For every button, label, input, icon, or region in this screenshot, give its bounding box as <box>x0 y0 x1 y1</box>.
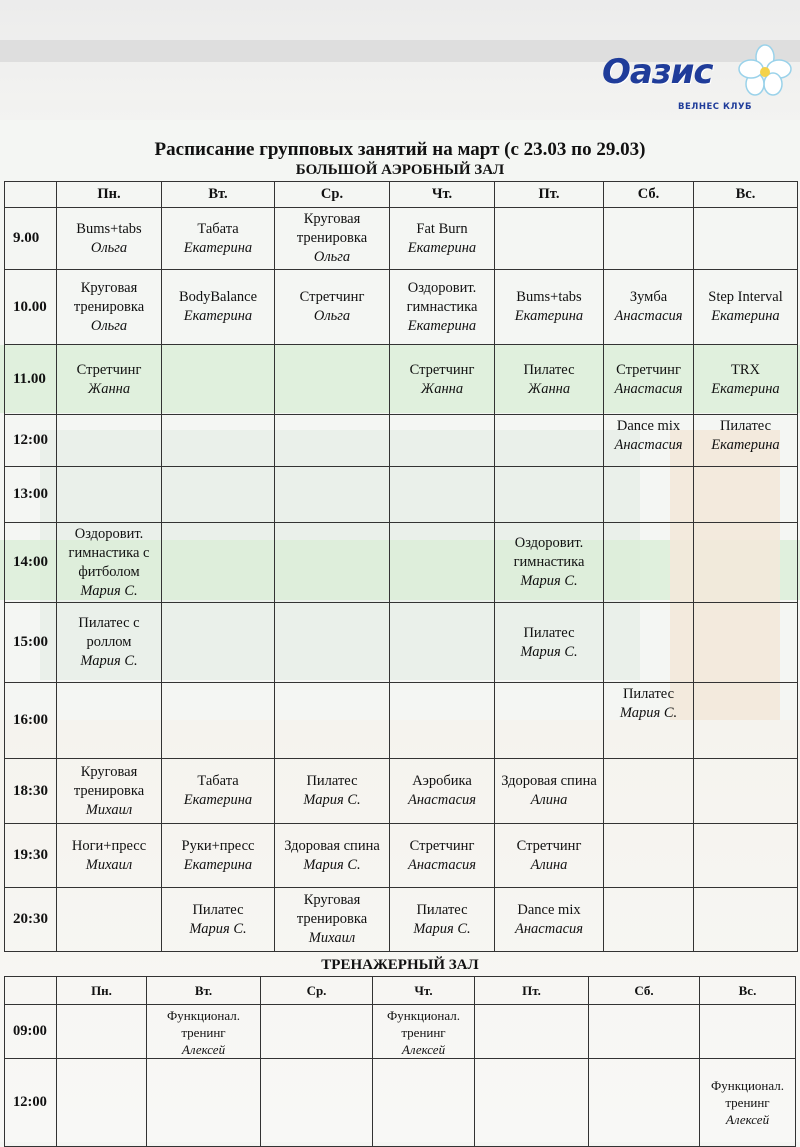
empty-cell <box>589 1059 700 1147</box>
empty-cell <box>604 603 694 683</box>
day-header: Пн. <box>57 182 162 208</box>
class-cell <box>147 1005 261 1059</box>
class-name: Табата <box>197 220 239 237</box>
trainer-name: Екатерина <box>183 792 253 808</box>
trainer-name: Алина <box>530 792 568 808</box>
schedule-row <box>5 1005 796 1059</box>
class-cell <box>495 888 604 952</box>
trainer-name: Алексей <box>181 1042 226 1057</box>
day-header: Вс. <box>700 977 796 1005</box>
schedule-row <box>5 523 798 603</box>
empty-cell <box>694 523 798 603</box>
empty-cell <box>261 1059 373 1147</box>
class-cell <box>57 345 162 415</box>
empty-cell <box>162 683 275 759</box>
time-cell: 9.00 <box>5 208 57 270</box>
empty-cell <box>275 467 390 523</box>
class-cell <box>162 888 275 952</box>
trainer-name: Мария С. <box>619 705 678 721</box>
class-cell <box>57 270 162 345</box>
empty-cell <box>162 603 275 683</box>
empty-cell <box>390 415 495 467</box>
class-cell <box>390 270 495 345</box>
day-header: Вт. <box>162 182 275 208</box>
schedule-row <box>5 270 798 345</box>
class-name: Оздоровит. гимнастика с фитболом <box>68 525 150 580</box>
gym-schedule-table <box>4 976 796 1147</box>
trainer-name: Алексей <box>725 1112 770 1127</box>
header-row <box>5 977 796 1005</box>
empty-cell <box>147 1059 261 1147</box>
empty-cell <box>57 467 162 523</box>
class-cell <box>275 824 390 888</box>
class-cell <box>275 759 390 824</box>
empty-cell <box>275 683 390 759</box>
class-name: Табата <box>197 773 239 789</box>
trainer-name: Екатерина <box>711 437 780 453</box>
schedule-row <box>5 467 798 523</box>
class-cell <box>390 888 495 952</box>
empty-cell <box>390 603 495 683</box>
time-cell: 19:30 <box>5 824 57 888</box>
day-header: Ср. <box>261 977 373 1005</box>
class-cell <box>390 759 495 824</box>
logo-wordmark: Оазис <box>602 52 713 92</box>
trainer-name: Анастасия <box>614 380 683 397</box>
trainer-name: Ольга <box>90 239 128 256</box>
empty-cell <box>275 523 390 603</box>
header-row <box>5 182 798 208</box>
class-name: Пилатес с роллом <box>78 615 140 650</box>
empty-cell <box>604 824 694 888</box>
class-name: Стретчинг <box>409 837 475 854</box>
time-cell: 15:00 <box>5 603 57 683</box>
class-cell <box>495 345 604 415</box>
empty-cell <box>694 759 798 824</box>
class-cell <box>162 759 275 824</box>
class-name: Стретчинг <box>76 361 142 378</box>
trainer-name: Мария С. <box>520 643 578 660</box>
trainer-name: Екатерина <box>407 317 477 334</box>
trainer-name: Михаил <box>85 801 133 818</box>
class-name: Пилатес <box>306 773 358 789</box>
class-cell <box>604 415 694 467</box>
empty-cell <box>275 415 390 467</box>
time-cell: 11.00 <box>5 345 57 415</box>
empty-cell <box>694 603 798 683</box>
class-cell <box>390 824 495 888</box>
trainer-name: Мария С. <box>303 856 361 873</box>
trainer-name: Анастасия <box>407 792 477 808</box>
class-name: Пилатес <box>523 624 575 641</box>
time-cell: 14:00 <box>5 523 57 603</box>
class-cell <box>694 415 798 467</box>
empty-cell <box>604 208 694 270</box>
empty-cell <box>604 467 694 523</box>
class-cell <box>700 1059 796 1147</box>
empty-cell <box>390 683 495 759</box>
trainer-name: Мария С. <box>80 582 138 599</box>
day-header: Чт. <box>390 182 495 208</box>
class-cell <box>162 208 275 270</box>
class-name: Функционал. тренинг <box>710 1078 785 1110</box>
class-cell <box>162 824 275 888</box>
class-cell <box>604 270 694 345</box>
class-cell <box>57 208 162 270</box>
empty-cell <box>694 888 798 952</box>
class-name: Зумба <box>629 289 668 305</box>
class-name: Dance mix <box>517 901 581 918</box>
class-name: Стретчинг <box>616 361 681 378</box>
class-cell <box>495 270 604 345</box>
time-cell: 18:30 <box>5 759 57 824</box>
empty-cell <box>495 415 604 467</box>
class-name: Bums+tabs <box>76 220 142 237</box>
empty-cell <box>162 345 275 415</box>
class-name: Круговая тренировка <box>73 279 145 315</box>
class-cell <box>275 888 390 952</box>
class-name: Стретчинг <box>516 837 582 854</box>
class-name: Круговая тренировка <box>296 892 368 927</box>
empty-cell <box>162 523 275 603</box>
class-name: Bums+tabs <box>516 289 582 305</box>
class-name: Функционал. тренинг <box>166 1008 241 1040</box>
time-cell: 12:00 <box>5 1059 57 1147</box>
empty-cell <box>694 683 798 759</box>
time-cell: 13:00 <box>5 467 57 523</box>
class-cell <box>57 523 162 603</box>
trainer-name: Ольга <box>313 308 351 324</box>
class-name: Здоровая спина <box>284 837 380 854</box>
trainer-name: Екатерина <box>183 239 253 256</box>
empty-cell <box>57 683 162 759</box>
class-name: Оздоровит. гимнастика <box>513 535 585 570</box>
empty-cell <box>162 415 275 467</box>
class-cell <box>495 759 604 824</box>
class-cell <box>390 208 495 270</box>
trainer-name: Мария С. <box>520 573 578 589</box>
schedule-row <box>5 888 798 952</box>
class-cell <box>495 523 604 603</box>
day-header: Пт. <box>495 182 604 208</box>
empty-cell <box>495 467 604 523</box>
aerobic-schedule-table <box>4 181 798 952</box>
day-header: Вт. <box>147 977 261 1005</box>
empty-cell <box>604 523 694 603</box>
class-cell <box>275 270 390 345</box>
aerobic-hall-title: БОЛЬШОЙ АЭРОБНЫЙ ЗАЛ <box>295 162 505 178</box>
schedule-row <box>5 345 798 415</box>
trainer-name: Ольга <box>90 317 128 334</box>
class-cell <box>373 1005 475 1059</box>
schedule-row <box>5 759 798 824</box>
trainer-name: Анастасия <box>514 920 584 937</box>
empty-cell <box>475 1005 589 1059</box>
day-header: Ср. <box>275 182 390 208</box>
class-cell <box>57 759 162 824</box>
class-name: Круговая тренировка <box>73 763 145 799</box>
class-name: Функционал. тренинг <box>386 1008 461 1040</box>
trainer-name: Екатерина <box>407 239 477 256</box>
empty-cell <box>57 1059 147 1147</box>
trainer-name: Жанна <box>420 380 464 397</box>
class-cell <box>162 270 275 345</box>
class-name: Пилатес <box>192 901 244 918</box>
flower-icon <box>738 44 792 98</box>
empty-cell <box>275 603 390 683</box>
class-cell <box>495 824 604 888</box>
trainer-name: Михаил <box>85 856 133 873</box>
time-cell: 09:00 <box>5 1005 57 1059</box>
trainer-name: Михаил <box>308 930 356 946</box>
empty-cell <box>604 888 694 952</box>
empty-cell <box>495 683 604 759</box>
time-cell: 20:30 <box>5 888 57 952</box>
class-cell <box>604 683 694 759</box>
logo-subtitle: ВЕЛНЕС КЛУБ <box>678 102 753 112</box>
empty-cell <box>589 1005 700 1059</box>
class-name: Fat Burn <box>416 220 468 237</box>
class-name: Пилатес <box>523 361 575 378</box>
schedule-row <box>5 824 798 888</box>
empty-cell <box>261 1005 373 1059</box>
empty-cell <box>162 467 275 523</box>
empty-cell <box>694 208 798 270</box>
empty-cell <box>57 415 162 467</box>
empty-cell <box>390 467 495 523</box>
empty-cell <box>495 208 604 270</box>
gym-hall-title: ТРЕНАЖЕРНЫЙ ЗАЛ <box>321 957 479 973</box>
trainer-name: Ольга <box>313 249 351 265</box>
class-cell <box>57 824 162 888</box>
trainer-name: Алексей <box>401 1042 446 1057</box>
trainer-name: Анастасия <box>614 308 683 324</box>
time-cell: 10.00 <box>5 270 57 345</box>
class-name: Стретчинг <box>299 289 365 305</box>
trainer-name: Екатерина <box>514 308 584 324</box>
trainer-name: Жанна <box>527 380 571 397</box>
trainer-name: Мария С. <box>303 792 361 808</box>
empty-cell <box>373 1059 475 1147</box>
class-cell <box>390 345 495 415</box>
schedule-row <box>5 208 798 270</box>
class-name: Step Interval <box>708 289 783 305</box>
class-name: Оздоровит. гимнастика <box>406 279 478 315</box>
schedule-row <box>5 415 798 467</box>
day-header: Вс. <box>694 182 798 208</box>
trainer-name: Екатерина <box>711 380 780 397</box>
class-cell <box>275 208 390 270</box>
day-header: Сб. <box>604 182 694 208</box>
class-name: Стретчинг <box>409 361 475 378</box>
page-title: Расписание групповых занятий на март (с 23.03 по 29.03) <box>154 139 646 160</box>
day-header: Пт. <box>475 977 589 1005</box>
trainer-name: Екатерина <box>183 308 253 324</box>
day-header: Пн. <box>57 977 147 1005</box>
empty-cell <box>275 345 390 415</box>
empty-cell <box>694 824 798 888</box>
empty-cell <box>57 1005 147 1059</box>
class-cell <box>604 345 694 415</box>
trainer-name: Мария С. <box>413 920 471 937</box>
class-name: Dance mix <box>616 418 681 434</box>
empty-cell <box>694 467 798 523</box>
class-name: Руки+пресс <box>181 837 255 854</box>
class-cell <box>495 603 604 683</box>
empty-cell <box>475 1059 589 1147</box>
class-cell <box>694 345 798 415</box>
trainer-name: Анастасия <box>407 856 477 873</box>
trainer-name: Екатерина <box>183 856 253 873</box>
empty-cell <box>604 759 694 824</box>
corner-cell <box>5 977 57 1005</box>
time-cell: 16:00 <box>5 683 57 759</box>
empty-cell <box>57 888 162 952</box>
trainer-name: Жанна <box>87 380 131 397</box>
trainer-name: Мария С. <box>80 653 138 669</box>
schedule-row <box>5 1059 796 1147</box>
class-name: Пилатес <box>719 418 772 434</box>
class-name: Здоровая спина <box>501 773 597 789</box>
day-header: Чт. <box>373 977 475 1005</box>
schedule-row <box>5 603 798 683</box>
class-cell <box>57 603 162 683</box>
empty-cell <box>390 523 495 603</box>
corner-cell <box>5 182 57 208</box>
trainer-name: Алина <box>530 856 568 873</box>
schedule-row <box>5 683 798 759</box>
class-name: Пилатес <box>622 686 675 702</box>
class-cell <box>694 270 798 345</box>
trainer-name: Анастасия <box>614 437 683 453</box>
class-name: Ноги+пресс <box>71 837 147 854</box>
class-name: Круговая тренировка <box>296 211 368 246</box>
empty-cell <box>700 1005 796 1059</box>
class-name: Аэробика <box>412 773 472 789</box>
trainer-name: Екатерина <box>711 308 780 324</box>
trainer-name: Мария С. <box>189 920 247 937</box>
class-name: TRX <box>731 361 760 378</box>
day-header: Сб. <box>589 977 700 1005</box>
class-name: Пилатес <box>416 901 468 918</box>
time-cell: 12:00 <box>5 415 57 467</box>
club-logo <box>596 44 796 120</box>
class-name: BodyBalance <box>178 289 258 305</box>
